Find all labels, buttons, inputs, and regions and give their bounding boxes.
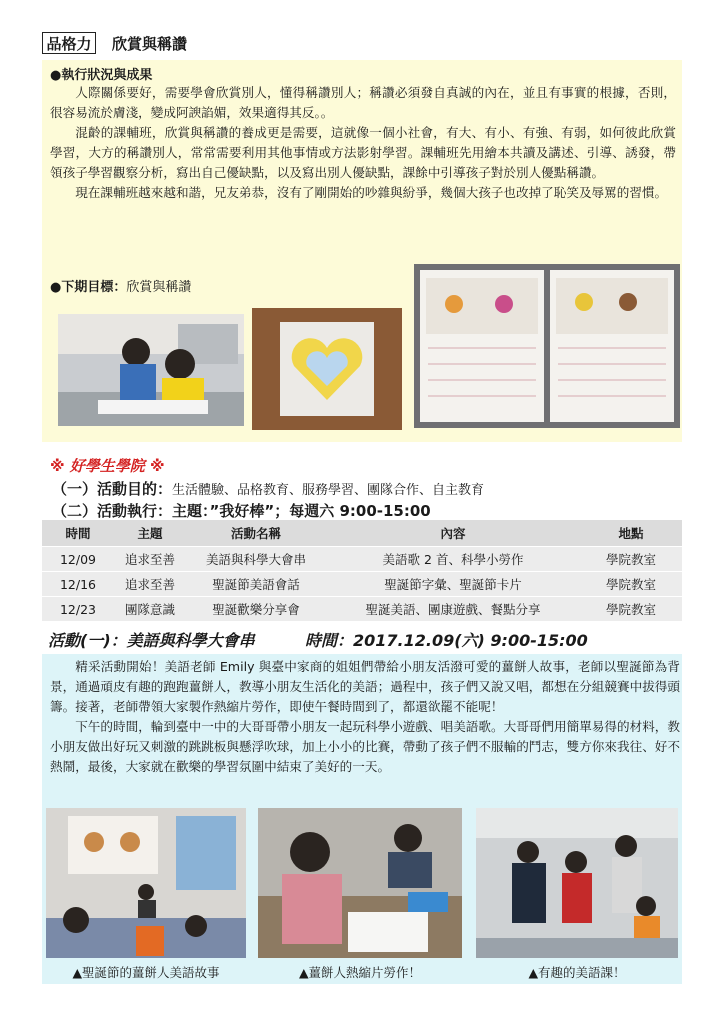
english-class-photo xyxy=(476,808,678,958)
col-header-activity: 活動名稱 xyxy=(186,520,326,547)
table-cell: 團隊意識 xyxy=(114,597,186,622)
activity-time: 時間：2017.12.09(六) 9:00-15:00 xyxy=(305,631,588,650)
status-paragraph: 現在課輔班越來越和諧，兄友弟恭，沒有了剛開始的吵雜與紛爭，幾個大孩子也改掉了恥笑及辱罵的習慣。 xyxy=(75,185,668,200)
col-header-content: 內容 xyxy=(326,520,580,547)
students-writing-photo xyxy=(58,314,244,426)
status-heading: ●執行狀況與成果 xyxy=(50,68,153,83)
table-cell: 美語歌 2 首、科學小勞作 xyxy=(326,547,580,572)
activity-paragraph: 精采活動開始！美語老師 Emily 與臺中家商的姐姐們帶給小朋友活潑可愛的薑餅人故事，老師以聖誕節為背景，通過頑皮有趣的跑跑薑餅人，教導小朋友生活化的美語；過程中，孩子們又說又唱，都想在分組競賽中拔得頭籌。接著，老師帶領大家製作熱縮片勞作，即使午餐時間到了，都還欲罷不能呢！ xyxy=(50,659,680,714)
activity-body xyxy=(50,657,680,777)
table-cell: 聖誕美語、團康遊戲、餐點分享 xyxy=(326,597,580,622)
table-cell: 學院教室 xyxy=(580,597,682,622)
next-goal-label: ●下期目標： xyxy=(50,280,127,295)
table-row xyxy=(42,572,682,597)
photo-caption: ▲薑餅人熱縮片勞作！ xyxy=(298,965,422,980)
status-paragraph: 人際關係要好，需要學會欣賞別人，懂得稱讚別人；稱讚必須發自真誠的內在，並且有事實的根據，否則，很容易流於膚淺，變成阿諛諂媚，效果適得其反。。 xyxy=(50,85,676,120)
table-cell: 學院教室 xyxy=(580,547,682,572)
schedule-table xyxy=(42,520,682,622)
photo-caption: ▲有趣的美語課！ xyxy=(528,965,626,980)
section-topic: 欣賞與稱讚 xyxy=(112,35,188,53)
activity-title: 活動(一)：美語與科學大會串 xyxy=(48,631,255,650)
table-cell: 12/09 xyxy=(42,547,114,572)
activity-paragraph: 下午的時間，輪到臺中一中的大哥哥帶小朋友一起玩科學小遊戲、唱美語歌。大哥哥們用簡單易得的材料，教小朋友做出好玩又刺激的跳跳板與懸浮吹球，加上小小的比賽，帶動了孩子們不服輸的鬥志，雙方你來我往、好不熱鬧，最後，大家就在歡樂的學習氛圍中結束了美好的一天。 xyxy=(50,719,680,774)
purpose-label: （一）活動目的： xyxy=(52,480,173,498)
table-cell: 學院教室 xyxy=(580,572,682,597)
execution-line: （二）活動執行：主題：”我好棒”；每週六 9:00-15:00 xyxy=(52,502,431,520)
next-goal-value: 欣賞與稱讚 xyxy=(126,280,192,295)
table-header-row xyxy=(42,520,682,547)
table-cell: 12/23 xyxy=(42,597,114,622)
status-body xyxy=(50,83,676,203)
status-paragraph: 混齡的課輔班，欣賞與稱讚的養成更是需要，這就像一個小社會，有大、有小、有強、有弱，如何彼此欣賞學習，大方的稱讚別人，常常需要利用其他事情或方法影射學習。課輔班先用繪本共讀及講述、引導、誘發，帶領孩子學習觀察分析，寫出自己優缺點，以及寫出別人優缺點，課餘中引導孩子對於別人優點稱讚。 xyxy=(50,125,676,180)
col-header-theme: 主題 xyxy=(114,520,186,547)
table-row xyxy=(42,597,682,622)
table-cell: 聖誕節美語會話 xyxy=(186,572,326,597)
shrink-film-craft-photo xyxy=(258,808,462,958)
purpose-value: 生活體驗、品格教育、服務學習、團隊合作、自主教育 xyxy=(172,483,485,498)
photo-caption: ▲聖誕節的薑餅人美語故事 xyxy=(72,965,220,980)
school-title: ※ 好學生學院 ※ xyxy=(50,457,165,475)
gingerbread-story-photo xyxy=(46,808,246,958)
table-row xyxy=(42,547,682,572)
col-header-time: 時間 xyxy=(42,520,114,547)
heart-craft-photo xyxy=(252,308,402,430)
table-cell: 追求至善 xyxy=(114,547,186,572)
worksheets-photo xyxy=(414,264,680,428)
table-cell: 聖誕節字彙、聖誕節卡片 xyxy=(326,572,580,597)
purpose-line xyxy=(52,478,484,499)
col-header-location: 地點 xyxy=(580,520,682,547)
table-cell: 12/16 xyxy=(42,572,114,597)
table-cell: 聖誕歡樂分享會 xyxy=(186,597,326,622)
next-goal xyxy=(50,276,191,295)
table-cell: 美語與科學大會串 xyxy=(186,547,326,572)
section-label-box: 品格力 xyxy=(42,32,96,54)
table-cell: 追求至善 xyxy=(114,572,186,597)
